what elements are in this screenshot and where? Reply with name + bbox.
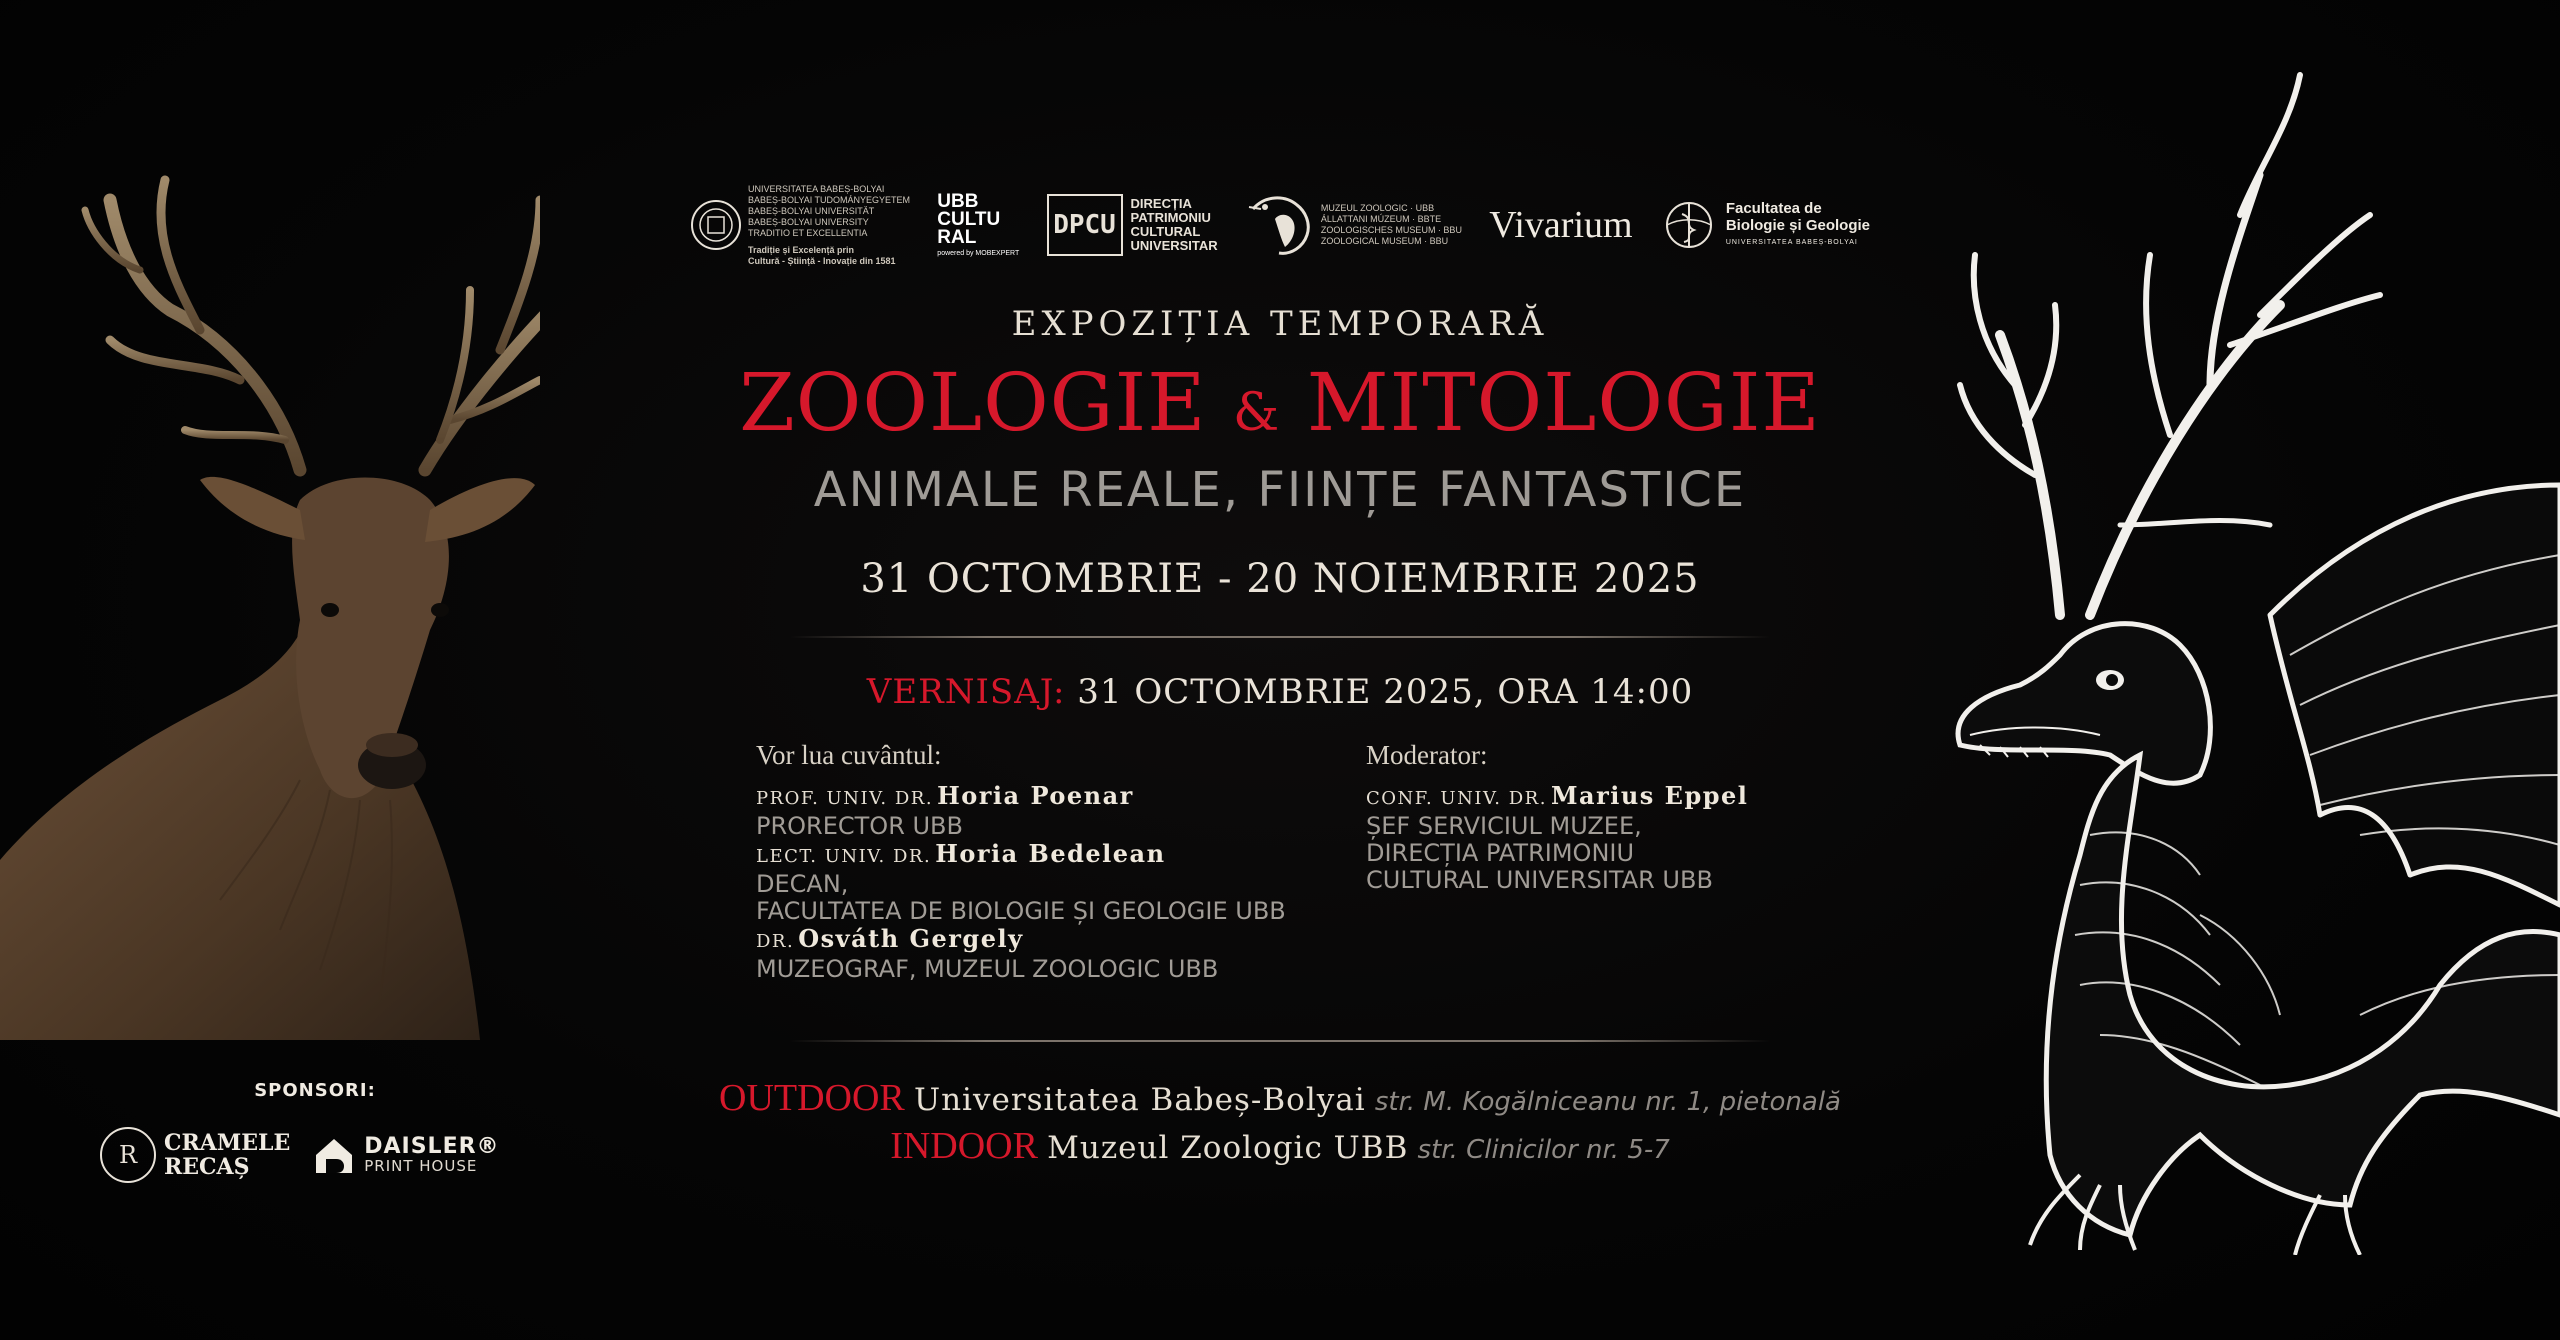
muzeu-line: ZOOLOGICAL MUSEUM · BBU (1320, 236, 1449, 246)
daisler-logo (312, 1133, 499, 1177)
ubb-name-line: TRADITIO ET EXCELLENTIA (748, 227, 868, 238)
exhibition-subtitle: ANIMALE REALE, FIINȚE FANTASTICE (813, 462, 1747, 518)
location-address: str. Clinicilor nr. 5-7 (1417, 1135, 1670, 1165)
speaker-name: Horia Poenar (937, 781, 1134, 810)
ubb-name-line: BABEȘ-BOLYAI UNIVERSITY (748, 216, 869, 227)
cramele-line: RECAȘ (164, 1154, 250, 1180)
speaker-rank: LECT. UNIV. DR. (756, 846, 932, 867)
cramele-line: CRAMELE (164, 1130, 291, 1156)
red-deer-stag-image (0, 140, 540, 1040)
muzeu-line: ZOOLOGISCHES MUSEUM · BBU (1320, 225, 1462, 235)
speaker-role: PRORECTOR UBB (756, 812, 963, 840)
fbg-line: Facultatea de (1725, 199, 1822, 217)
vernisaj-label: VERNISAJ: (866, 672, 1066, 712)
fbg-line: Biologie și Geologie (1725, 216, 1870, 234)
speaker-role: FACULTATEA DE BIOLOGIE ȘI GEOLOGIE UBB (756, 897, 1286, 925)
speaker-role: DECAN, (756, 870, 849, 898)
ubb-motto: Cultură - Știință - Inovație din 1581 (748, 255, 896, 266)
antlered-dragon-engraving (1940, 55, 2560, 1255)
dpcu-line: PATRIMONIU (1130, 210, 1211, 225)
vernisaj-line (690, 672, 1870, 712)
speaker-name: Horia Bedelean (935, 839, 1166, 868)
exhibition-type: EXPOZIȚIA TEMPORARĂ (1011, 304, 1549, 344)
fbg-university: UNIVERSITATEA BABEȘ-BOLYAI (1725, 238, 1858, 246)
divider-top (790, 636, 1770, 638)
sponsors-label: SPONSORI: (254, 1080, 376, 1101)
caduceus-globe-icon (1660, 196, 1718, 254)
title-ampersand: & (1233, 383, 1281, 443)
divider-bottom (790, 1040, 1770, 1042)
speaker (756, 925, 1336, 956)
daisler-sub: PRINT HOUSE (364, 1156, 478, 1175)
daisler-name: DAISLER® (364, 1133, 500, 1159)
dpcu-logo (1047, 194, 1218, 256)
dpcu-line: UNIVERSITAR (1130, 238, 1218, 253)
partner-logos (690, 170, 1870, 280)
ubb-name-line: UNIVERSITATEA BABEȘ-BOLYAI (748, 183, 885, 194)
muzeu-line: MUZEUL ZOOLOGIC · UBB (1320, 203, 1435, 213)
daisler-house-icon (312, 1133, 356, 1177)
speaker (756, 840, 1336, 871)
exhibition-dates: 31 OCTOMBRIE - 20 NOIEMBRIE 2025 (860, 556, 1700, 602)
ubb-motto: Tradiție și Excelență prin (748, 244, 855, 255)
bird-elephant-icon (1245, 189, 1315, 261)
location-place: Muzeul Zoologic UBB (1047, 1130, 1409, 1166)
ubb-cultural-line: RAL (937, 226, 977, 248)
speaker (756, 782, 1336, 813)
location-outdoor (690, 1076, 1870, 1120)
dpcu-line: CULTURAL (1130, 224, 1201, 239)
location-place: Universitatea Babeș-Bolyai (913, 1082, 1366, 1118)
fbg-logo (1660, 196, 1870, 254)
speaker-role: MUZEOGRAF, MUZEUL ZOOLOGIC UBB (756, 955, 1219, 983)
ubb-cultural-sponsor: powered by MOBEXPERT (937, 249, 1020, 257)
sponsors-block (100, 1080, 540, 1183)
exhibition-title (690, 356, 1870, 460)
location-indoor (690, 1124, 1870, 1168)
ubb-name-line: BABEȘ-BOLYAI UNIVERSITÄT (748, 205, 875, 216)
speaker-name: Osváth Gergely (798, 924, 1024, 953)
ubb-cultural-line: CULTU (937, 208, 1001, 230)
vernisaj-datetime: 31 OCTOMBRIE 2025, ORA 14:00 (1077, 672, 1694, 712)
moderator-role: DIRECȚIA PATRIMONIU (1366, 839, 1635, 867)
speaker-rank: PROF. UNIV. DR. (756, 788, 934, 809)
moderator-column (1366, 738, 1806, 894)
location-tag: INDOOR (890, 1125, 1038, 1167)
title-zoologie: ZOOLOGIE (739, 356, 1207, 449)
dpcu-mark: DPCU (1047, 194, 1123, 256)
moderator-rank: CONF. UNIV. DR. (1366, 788, 1547, 809)
speakers-column (756, 738, 1336, 983)
moderator-role: CULTURAL UNIVERSITAR UBB (1366, 866, 1713, 894)
cr-monogram-icon: R (100, 1127, 156, 1183)
cramele-recas-logo (100, 1127, 290, 1183)
muzeu-line: ÁLLATTANI MÚZEUM · BBTE (1320, 214, 1442, 224)
speaker-rank: DR. (756, 931, 795, 952)
location-address: str. M. Kogălniceanu nr. 1, pietonală (1374, 1087, 1841, 1117)
moderator (1366, 782, 1806, 813)
title-mitologie: MITOLOGIE (1306, 356, 1821, 449)
speakers-heading: Vor lua cuvântul: (756, 740, 942, 770)
ubb-cultural-line: UBB (937, 190, 979, 212)
vivarium-logo: Vivarium (1489, 204, 1633, 246)
dpcu-line: DIRECȚIA (1130, 196, 1192, 211)
muzeu-zoologic-logo (1245, 189, 1462, 261)
moderator-heading: Moderator: (1366, 740, 1488, 770)
ubb-logo (690, 184, 910, 267)
ubb-name-line: BABEȘ-BOLYAI TUDOMÁNYEGYETEM (748, 194, 911, 205)
moderator-name: Marius Eppel (1550, 781, 1749, 810)
ubb-seal-icon (690, 199, 742, 251)
location-tag: OUTDOOR (719, 1077, 905, 1119)
moderator-role: ȘEF SERVICIUL MUZEE, (1366, 812, 1642, 840)
ubb-cultural-logo (937, 190, 1020, 258)
